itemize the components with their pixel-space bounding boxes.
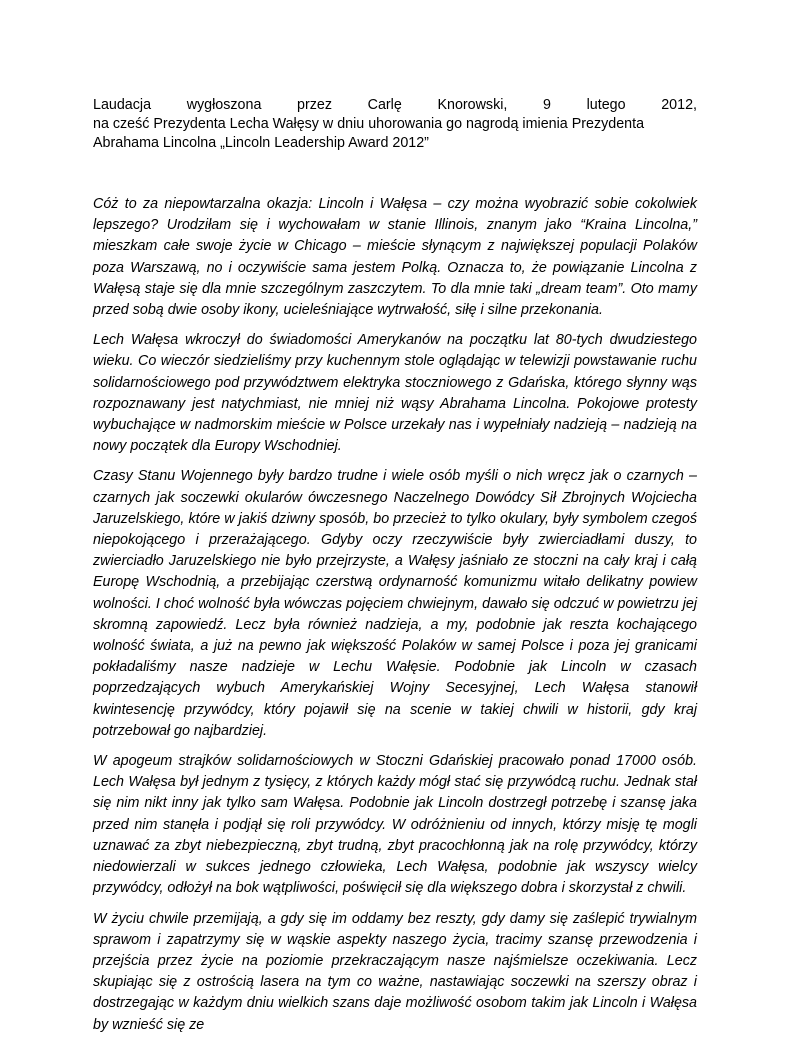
heading-line-3: Abrahama Lincolna „Lincoln Leadership Award 2012”: [93, 135, 429, 151]
heading-word: przez: [297, 97, 332, 113]
heading-word: Laudacja: [93, 97, 152, 113]
document-heading: [93, 96, 697, 153]
heading-line-2: na cześć Prezydenta Lecha Wałęsy w dniu uhorowania go nagrodą imienia Prezydenta: [93, 116, 645, 132]
heading-word: wygłoszona: [186, 97, 262, 113]
document-page: [93, 96, 697, 1045]
paragraph-3: Czasy Stanu Wojennego były bardzo trudne i wiele osób myśli o nich wręcz jak o czarnych – czarnych jak soczewki okularów ówczesnego Naczelnego Dowódcy Sił Zbrojnych Wojciecha Jaruzelskiego, które w jakiś dziwny sposób, bo przecież to tylko okulary, były symbolem czegoś niepokojącego i przerażającego. Gdyby oczy rzeczywiście były zwierciadłami duszy, to zwierciadło Jaruzelskiego nie było przejrzyste, a Wałęsy jaśniało ze stoczni na cały kraj i całą Europę Wschodnią, a przebijając czerstwą ordynarność komunizmu witało delikatny powiew wolności. I choć wolność była wówczas pojęciem chwiejnym, dawało się odczuć w powietrzu jej skromną zapowiedź. Lecz była również nadzieja, a my, podobnie jak reszta kochającego wolność świata, a już na pewno jak większość Polaków w samej Polsce i poza jej granicami pokładaliśmy nasze nadzieje w Lechu Wałęsie. Podobnie jak Lincoln w czasach poprzedzających wybuch Amerykańskiej Wojny Secesyjnej, Lech Wałęsa stanowił kwintesencję przywódcy, który pojawił się na scenie w takiej chwili w historii, gdy kraj potrzebował go najbardziej.: [93, 468, 697, 739]
paragraph-2: Lech Wałęsa wkroczył do świadomości Amerykanów na początku lat 80-tych dwudziestego wieku. Co wieczór siedzieliśmy przy kuchennym stole oglądając w telewizji powstawanie ruchu solidarnościowego pod przywództwem elektryka stoczniowego z Gdańska, którego słynny wąs rozpoznawany jest natychmiast, nie mniej niż wąsy Abrahama Lincolna. Pokojowe protesty wybuchające w nadmorskim mieście w Polsce urzekały nas i wypełniały nadzieją – nadzieją na nowy początek dla Europy Wschodniej.: [93, 332, 697, 455]
heading-word: 2012,: [661, 97, 697, 113]
heading-line-1: [93, 96, 697, 115]
document-body: [93, 194, 697, 1036]
heading-word: Knorowski,: [437, 97, 508, 113]
paragraph-4: W apogeum strajków solidarnościowych w Stoczni Gdańskiej pracowało ponad 17000 osób. Lech Wałęsa był jednym z tysięcy, z których każdy mógł stać się przywódcą ruchu. Jednak stał się nim nikt inny jak tylko sam Wałęsa. Podobnie jak Lincoln dostrzegł potrzebę i szansę jaka przed nim stanęła i podjął się roli przywódcy. W odróżnieniu od innych, którzy misję tę mogli uznawać za zbyt niebezpieczną, zbyt trudną, zbyt pracochłonną jak na rolę przywódcy, którzy niedowierzali w sukces jednego człowieka, Lech Wałęsa, podobnie jak wszyscy wielcy przywódcy, odłożył na bok wątpliwości, poświęcił się dla większego dobra i skorzystał z chwili.: [93, 753, 697, 897]
heading-word: Carlę: [367, 97, 402, 113]
paragraph-1: Cóż to za niepowtarzalna okazja: Lincoln i Wałęsa – czy można wyobrazić sobie cokolwiek lepszego? Urodziłam się i wychowałam w stanie Illinois, znanym jako “Kraina Lincolna,” mieszkam całe swoje życie w Chicago – mieście słynącym z największej populacji Polaków poza Warszawą, no i oczywiście sama jestem Polką. Oznacza to, że powiązanie Lincolna z Wałęsą staje się dla mnie szczególnym zaszczytem. To dla mnie taki „dream team”. Oto mamy przed sobą dwie osoby ikony, ucieleśniające wytrwałość, siłę i silne przekonania.: [93, 196, 697, 319]
heading-word: lutego: [586, 97, 626, 113]
paragraph-5: W życiu chwile przemijają, a gdy się im oddamy bez reszty, gdy damy się zaślepić trywialnym sprawom i zapatrzymy się w wąskie aspekty naszego życia, tracimy szansę przewodzenia i przejścia przez życie na poziomie przekraczającym nasze najśmielsze oczekiwania. Lecz skupiając się z ostrością lasera na tym co ważne, nastawiając soczewki na szerszy obraz i dostrzegając w każdym dniu wielkich szans daje możliwość osobom takim jak Lincoln i Wałęsa by wznieść się ze: [93, 910, 697, 1033]
heading-word: 9: [543, 97, 551, 113]
